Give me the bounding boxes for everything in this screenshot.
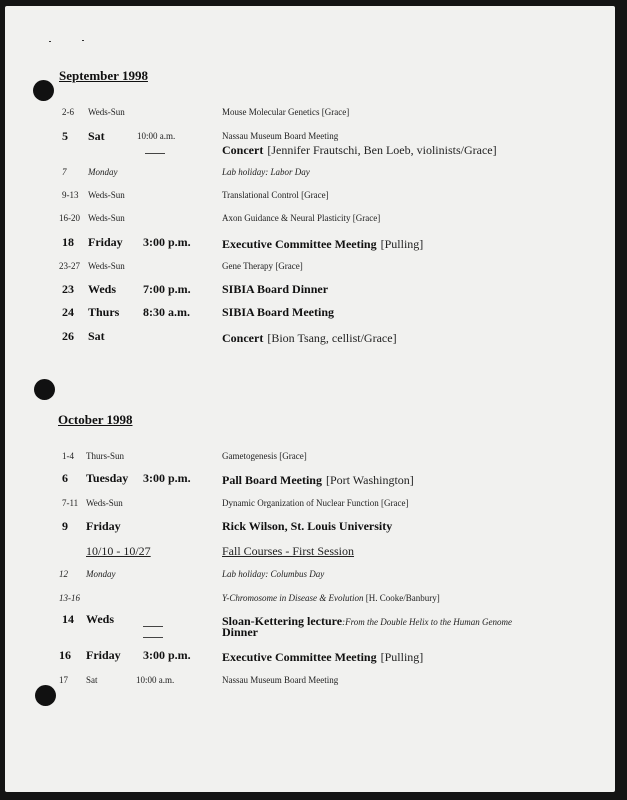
event-title: Nassau Museum Board Meeting: [222, 675, 339, 685]
event-title: Gametogenesis [Grace]: [222, 451, 307, 461]
event-title: Translational Control [Grace]: [222, 190, 329, 200]
event-day: Weds-Sun: [88, 107, 125, 117]
event-title: Nassau Museum Board Meeting: [222, 131, 339, 141]
event-time: 3:00 p.m.: [143, 648, 191, 662]
event-day: Tuesday: [86, 471, 129, 485]
event-day: Thurs-Sun: [86, 451, 124, 461]
event-time: 7:00 p.m.: [143, 282, 191, 296]
event-day: Weds-Sun: [88, 213, 125, 223]
event-date: 5: [62, 129, 68, 143]
time-blank-line: [143, 637, 163, 638]
punch-hole-bottom: [35, 685, 56, 706]
event-day: Weds: [88, 282, 117, 296]
event-title: Lab holiday: Columbus Day: [222, 569, 325, 579]
speck: [82, 40, 84, 41]
event-title-2: Dinner: [222, 625, 258, 639]
punch-hole-middle: [34, 379, 55, 400]
event-title: Executive Committee Meeting [Pulling]: [222, 650, 424, 664]
event-date: 9: [62, 519, 68, 533]
event-day: Friday: [86, 648, 121, 662]
event-date: 1-4: [62, 451, 74, 461]
event-title: Concert [Bion Tsang, cellist/Grace]: [222, 331, 397, 345]
event-time: 10:00 a.m.: [136, 675, 175, 685]
event-date: 18: [62, 235, 74, 249]
event-day: Monday: [88, 167, 118, 177]
event-date: 7: [62, 167, 67, 177]
event-date: 16-20: [59, 213, 80, 223]
event-time: 8:30 a.m.: [143, 305, 190, 319]
event-date: 23: [62, 282, 74, 296]
event-time: 10:00 a.m.: [137, 131, 176, 141]
event-date: 6: [62, 471, 68, 485]
document-page: [5, 6, 615, 792]
event-day: Sat: [88, 329, 105, 343]
event-date: 9-13: [62, 190, 79, 200]
event-day: Weds-Sun: [88, 190, 125, 200]
event-time: 3:00 p.m.: [143, 471, 191, 485]
event-date: 12: [59, 569, 68, 579]
time-blank-line: [145, 153, 165, 154]
event-title: Fall Courses - First Session: [222, 544, 355, 558]
event-title: SIBIA Board Meeting: [222, 305, 335, 319]
section-heading-october: October 1998: [58, 412, 133, 427]
event-date: 24: [62, 305, 74, 319]
event-day: Sat: [86, 675, 98, 685]
event-title: Lab holiday: Labor Day: [222, 167, 310, 177]
event-day: Friday: [86, 519, 121, 533]
event-title: Rick Wilson, St. Louis University: [222, 519, 393, 533]
event-date: 14: [62, 612, 74, 626]
event-date-range: 10/10 - 10/27: [86, 544, 151, 558]
event-day: Sat: [88, 129, 105, 143]
event-title: Pall Board Meeting [Port Washington]: [222, 473, 414, 487]
event-date: 16: [59, 648, 71, 662]
punch-hole-top: [33, 80, 54, 101]
event-title: Sloan-Kettering lecture:From the Double Helix to the Human Genome: [222, 614, 512, 628]
event-day: Weds-Sun: [88, 261, 125, 271]
event-date: 7-11: [62, 498, 79, 508]
event-date: 26: [62, 329, 74, 343]
event-title: Axon Guidance & Neural Plasticity [Grace]: [222, 213, 381, 223]
event-time: 3:00 p.m.: [143, 235, 191, 249]
event-day: Monday: [86, 569, 116, 579]
event-title: Executive Committee Meeting [Pulling]: [222, 237, 424, 251]
event-date: 23-27: [59, 261, 80, 271]
event-title: Mouse Molecular Genetics [Grace]: [222, 107, 350, 117]
speck: [49, 41, 51, 42]
event-day: Friday: [88, 235, 123, 249]
event-date: 2-6: [62, 107, 74, 117]
event-title: Gene Therapy [Grace]: [222, 261, 303, 271]
event-title: Dynamic Organization of Nuclear Function [Grace]: [222, 498, 409, 508]
event-date: 17: [59, 675, 68, 685]
event-day: Weds-Sun: [86, 498, 123, 508]
time-blank-line: [143, 626, 163, 627]
section-heading-september: September 1998: [59, 68, 148, 83]
event-title: SIBIA Board Dinner: [222, 282, 329, 296]
event-date: 13-16: [59, 593, 80, 603]
event-title: Y-Chromosome in Disease & Evolution [H. Cooke/Banbury]: [222, 593, 440, 603]
event-title-2: Concert [Jennifer Frautschi, Ben Loeb, violinists/Grace]: [222, 143, 497, 157]
event-day: Thurs: [88, 305, 120, 319]
event-day: Weds: [86, 612, 115, 626]
